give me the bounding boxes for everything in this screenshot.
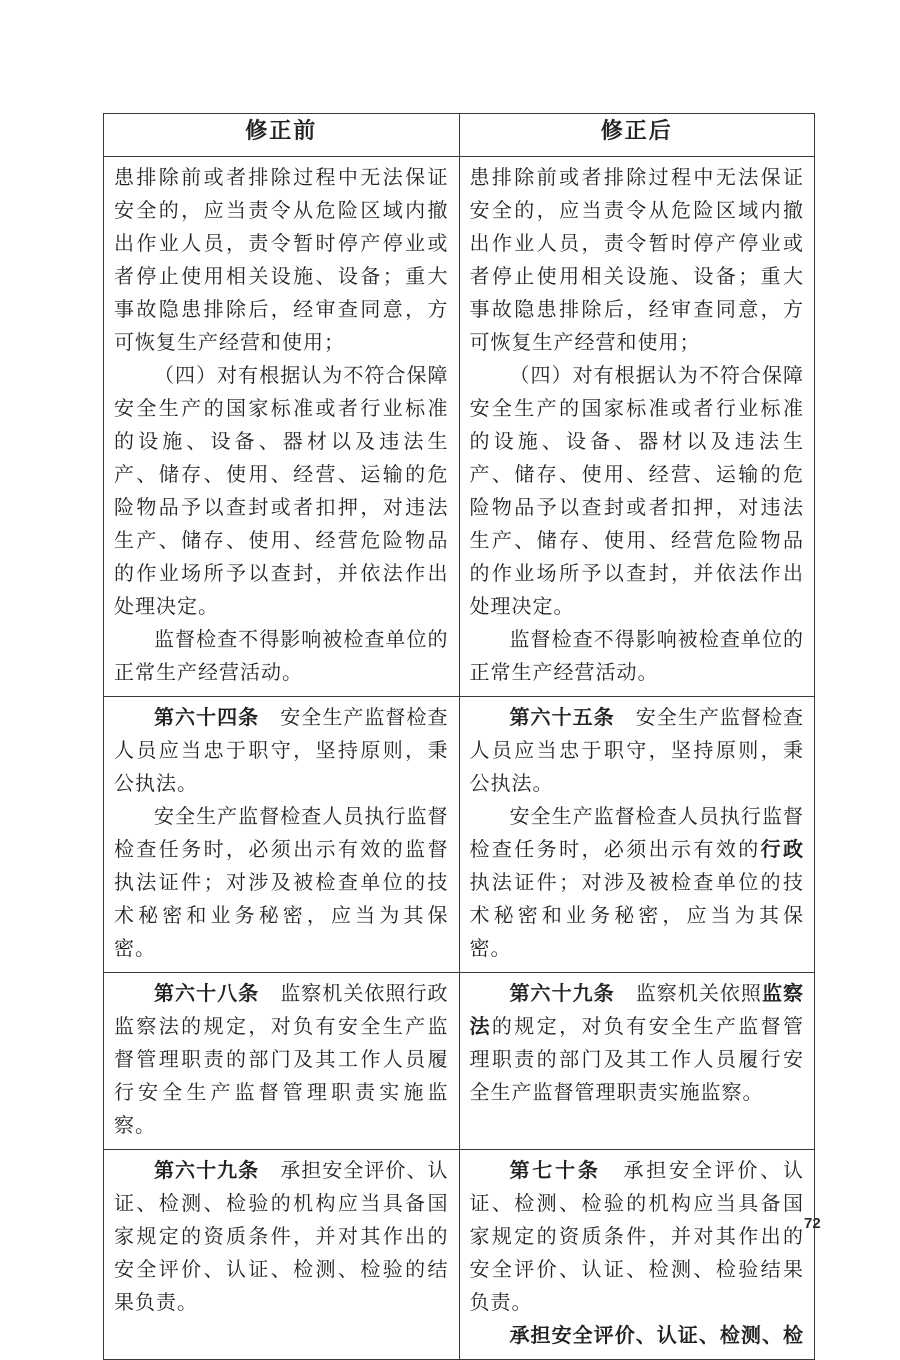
comparison-table-body xyxy=(104,157,815,1360)
paragraph xyxy=(114,1155,449,1320)
body-text: 监督检查不得影响被检查单位的正常生产经营活动。 xyxy=(114,629,449,684)
body-text: 执法证件；对涉及被检查单位的技术秘密和业务秘密，应当为其保密。 xyxy=(469,872,804,960)
body-text: 监督检查不得影响被检查单位的正常生产经营活动。 xyxy=(469,629,804,684)
paragraph xyxy=(114,624,449,690)
cell-after xyxy=(459,973,815,1150)
emphasized-text: 第六十九条 xyxy=(509,983,615,1005)
body-text: 安全生产监督检查人员执行监督检查任务时，必须出示有效的 xyxy=(469,806,804,861)
emphasized-text: 第七十条 xyxy=(509,1160,601,1182)
body-text: 患排除前或者排除过程中无法保证安全的，应当责令从危险区域内撤出作业人员，责令暂时停产停业或者停止使用相关设施、设备；重大事故隐患排除后，经审查同意，方可恢复生产经营和使用； xyxy=(469,167,804,354)
paragraph xyxy=(470,624,805,690)
cell-before xyxy=(104,1150,460,1360)
emphasized-text: 第六十九条 xyxy=(154,1160,260,1182)
paragraph xyxy=(114,702,449,801)
cell-before xyxy=(104,973,460,1150)
paragraph xyxy=(470,702,805,801)
emphasized-text: 承担安全评价、认证、检测、检 xyxy=(509,1325,804,1347)
emphasized-text: 监察法 xyxy=(469,983,805,1038)
paragraph xyxy=(114,978,449,1143)
paragraph xyxy=(470,162,805,360)
comparison-table xyxy=(103,113,815,1360)
emphasized-text: 第六十五条 xyxy=(509,707,615,729)
cell-before xyxy=(104,697,460,973)
column-header-before: 修正前 xyxy=(104,114,460,157)
body-text: 的规定，对负有安全生产监督管理职责的部门及其工作人员履行安全生产监督管理职责实施监察。 xyxy=(469,1016,805,1104)
body-text: 监察机关依照行政监察法的规定，对负有安全生产监督管理职责的部门及其工作人员履行安全生产监督管理职责实施监察。 xyxy=(114,983,449,1137)
cell-after xyxy=(459,697,815,973)
emphasized-text: 行政 xyxy=(760,839,805,861)
comparison-table-head xyxy=(104,114,815,157)
table-row xyxy=(104,157,815,697)
body-text: 患排除前或者排除过程中无法保证安全的，应当责令从危险区域内撤出作业人员，责令暂时停产停业或者停止使用相关设施、设备；重大事故隐患排除后，经审查同意，方可恢复生产经营和使用； xyxy=(114,167,449,354)
paragraph xyxy=(114,360,449,624)
header-row xyxy=(104,114,815,157)
body-text: 承担安全评价、认证、检测、检验的机构应当具备国家规定的资质条件，并对其作出的安全评价、认证、检测、检验的结果负责。 xyxy=(114,1160,449,1314)
table-row xyxy=(104,697,815,973)
cell-before xyxy=(104,157,460,697)
cell-after xyxy=(459,1150,815,1360)
emphasized-text: 第六十四条 xyxy=(154,707,260,729)
body-text: 安全生产监督检查人员应当忠于职守，坚持原则，秉公执法。 xyxy=(114,707,449,795)
body-text: 监察机关依照 xyxy=(614,983,762,1005)
table-row xyxy=(104,1150,815,1360)
body-text: 安全生产监督检查人员应当忠于职守，坚持原则，秉公执法。 xyxy=(469,707,805,795)
table-row xyxy=(104,973,815,1150)
body-text: 承担安全评价、认证、检测、检验的机构应当具备国家规定的资质条件，并对其作出的安全评价、认证、检测、检验结果负责。 xyxy=(469,1160,805,1314)
paragraph xyxy=(470,1320,805,1353)
paragraph xyxy=(114,801,449,966)
paragraph xyxy=(470,360,805,624)
page-number: 72 xyxy=(804,1215,821,1232)
emphasized-text: 第六十八条 xyxy=(154,983,260,1005)
body-text: （四）对有根据认为不符合保障安全生产的国家标准或者行业标准的设施、设备、器材以及违法生产、储存、使用、经营、运输的危险物品予以查封或者扣押，对违法生产、储存、使用、经营危险物品的作业场所予以查封，并依法作出处理决定。 xyxy=(469,365,804,618)
body-text: （四）对有根据认为不符合保障安全生产的国家标准或者行业标准的设施、设备、器材以及违法生产、储存、使用、经营、运输的危险物品予以查封或者扣押，对违法生产、储存、使用、经营危险物品的作业场所予以查封，并依法作出处理决定。 xyxy=(114,365,449,618)
column-header-after: 修正后 xyxy=(459,114,815,157)
body-text: 安全生产监督检查人员执行监督检查任务时，必须出示有效的监督执法证件；对涉及被检查单位的技术秘密和业务秘密，应当为其保密。 xyxy=(114,806,449,960)
paragraph xyxy=(470,801,805,966)
cell-after xyxy=(459,157,815,697)
paragraph xyxy=(470,978,805,1110)
paragraph xyxy=(470,1155,805,1320)
paragraph xyxy=(114,162,449,360)
